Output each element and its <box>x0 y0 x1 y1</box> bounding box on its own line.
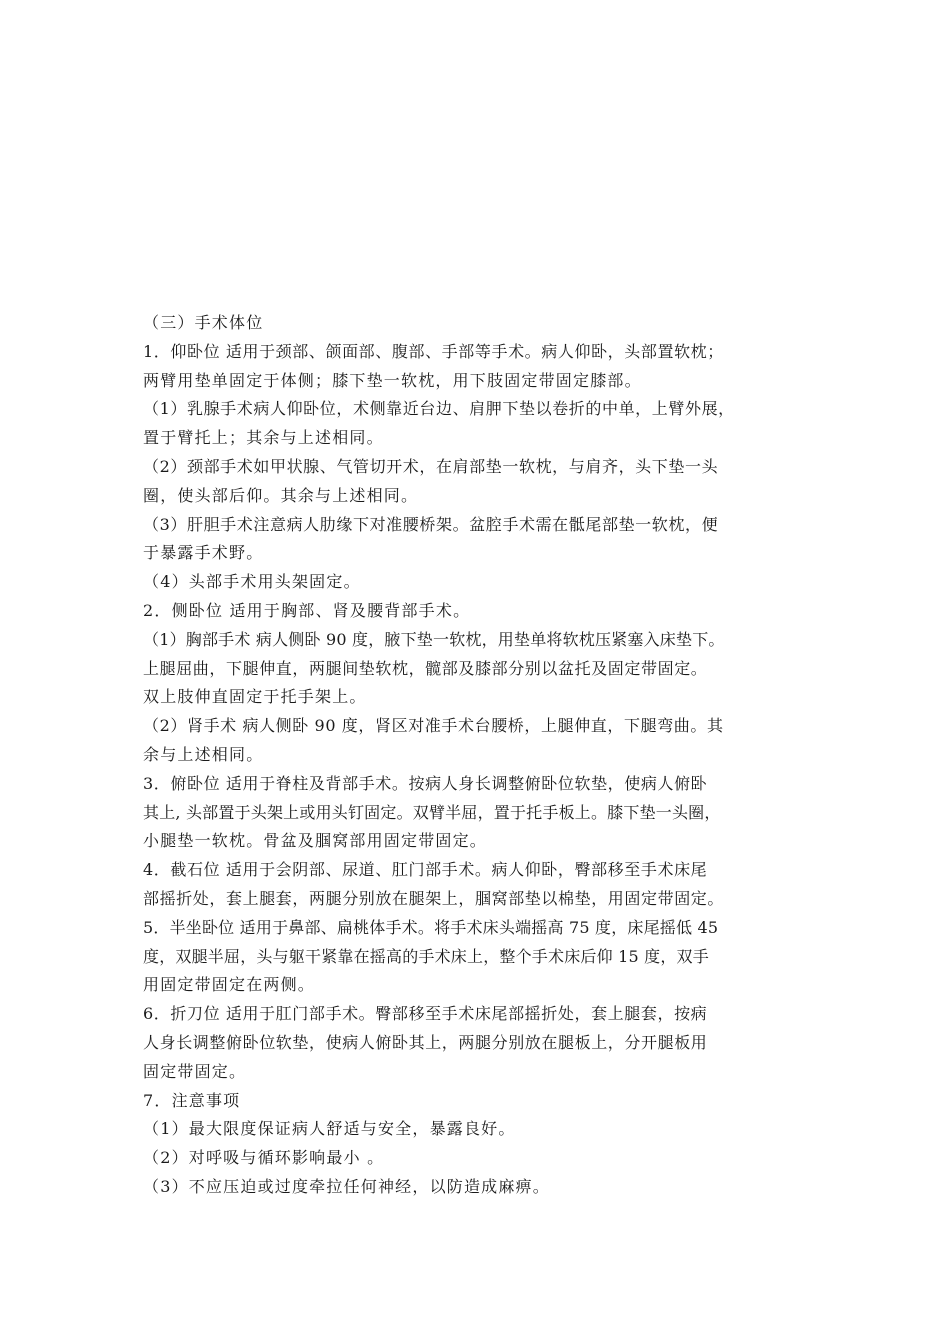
paragraph-line: 小腿垫一软枕。骨盆及腘窝部用固定带固定。 <box>143 831 488 851</box>
paragraph-line: 余与上述相同。 <box>143 744 264 764</box>
paragraph-line: 3．俯卧位 适用于脊柱及背部手术。按病人身长调整俯卧位软垫，使病人俯卧 <box>143 773 708 793</box>
paragraph-line: （1）乳腺手术病人仰卧位，术侧靠近台边、肩胛下垫以卷折的中单，上臂外展， <box>143 399 735 419</box>
paragraph-line: 5．半坐卧位 适用于鼻部、扁桃体手术。将手术床头端摇高 75 度，床尾摇低 45 <box>143 917 719 937</box>
section-heading: 7．注意事项 <box>143 1090 241 1110</box>
section-heading: （三）手术体位 <box>143 313 264 332</box>
paragraph-line: （3）不应压迫或过度牵拉任何神经，以防造成麻痹。 <box>143 1176 550 1196</box>
paragraph-line: （3）肝胆手术注意病人肋缘下对准腰桥架。盆腔手术需在骶尾部垫一软枕，便 <box>143 514 719 534</box>
paragraph-line: 部摇折处，套上腿套，两腿分别放在腿架上，腘窝部垫以棉垫，用固定带固定。 <box>143 888 725 908</box>
paragraph-line: 圈，使头部后仰。其余与上述相同。 <box>143 485 419 505</box>
paragraph-line: 上腿屈曲，下腿伸直，两腿间垫软枕，髋部及膝部分别以盆托及固定带固定。 <box>143 658 708 678</box>
paragraph-line: 度，双腿半屈，头与躯干紧靠在摇高的手术床上，整个手术床后仰 15 度，双手 <box>143 946 709 966</box>
paragraph-line: 人身长调整俯卧位软垫，使病人俯卧其上，两腿分别放在腿板上，分开腿板用 <box>143 1032 708 1052</box>
paragraph-line: 两臂用垫单固定于体侧；膝下垫一软枕，用下肢固定带固定膝部。 <box>143 370 642 390</box>
paragraph-line: 用固定带固定在两侧。 <box>143 975 316 995</box>
paragraph-line: 于暴露手术野。 <box>143 543 264 563</box>
paragraph-line: 固定带固定。 <box>143 1061 247 1081</box>
paragraph-line: 双上肢伸直固定于托手架上。 <box>143 687 367 707</box>
paragraph-line: 置于臂托上；其余与上述相同。 <box>143 428 384 448</box>
paragraph-line: （1）最大限度保证病人舒适与安全，暴露良好。 <box>143 1119 516 1139</box>
paragraph-line: （2）颈部手术如甲状腺、气管切开术，在肩部垫一软枕，与肩齐，头下垫一头 <box>143 456 719 476</box>
document-body <box>143 309 823 1202</box>
paragraph-line: 4．截石位 适用于会阴部、尿道、肛门部手术。病人仰卧，臀部移至手术床尾 <box>143 860 708 880</box>
paragraph-line: 其上, 头部置于头架上或用头钉固定。双臂半屈，置于托手板上。膝下垫一头圈， <box>143 802 721 822</box>
paragraph-line: （1）胸部手术 病人侧卧 90 度，腋下垫一软枕，用垫单将软枕压紧塞入床垫下。 <box>143 629 725 649</box>
paragraph-line: 1．仰卧位 适用于颈部、颌面部、腹部、手部等手术。病人仰卧，头部置软枕； <box>143 341 724 361</box>
paragraph-line: 2．侧卧位 适用于胸部、肾及腰背部手术。 <box>143 600 471 620</box>
paragraph-line: （2）对呼吸与循环影响最小 。 <box>143 1148 385 1168</box>
paragraph-line: （4）头部手术用头架固定。 <box>143 572 361 592</box>
paragraph-line: （2）肾手术 病人侧卧 90 度，肾区对准手术台腰桥，上腿伸直，下腿弯曲。其 <box>143 716 724 736</box>
paragraph-line: 6．折刀位 适用于肛门部手术。臀部移至手术床尾部摇折处，套上腿套，按病 <box>143 1004 708 1024</box>
